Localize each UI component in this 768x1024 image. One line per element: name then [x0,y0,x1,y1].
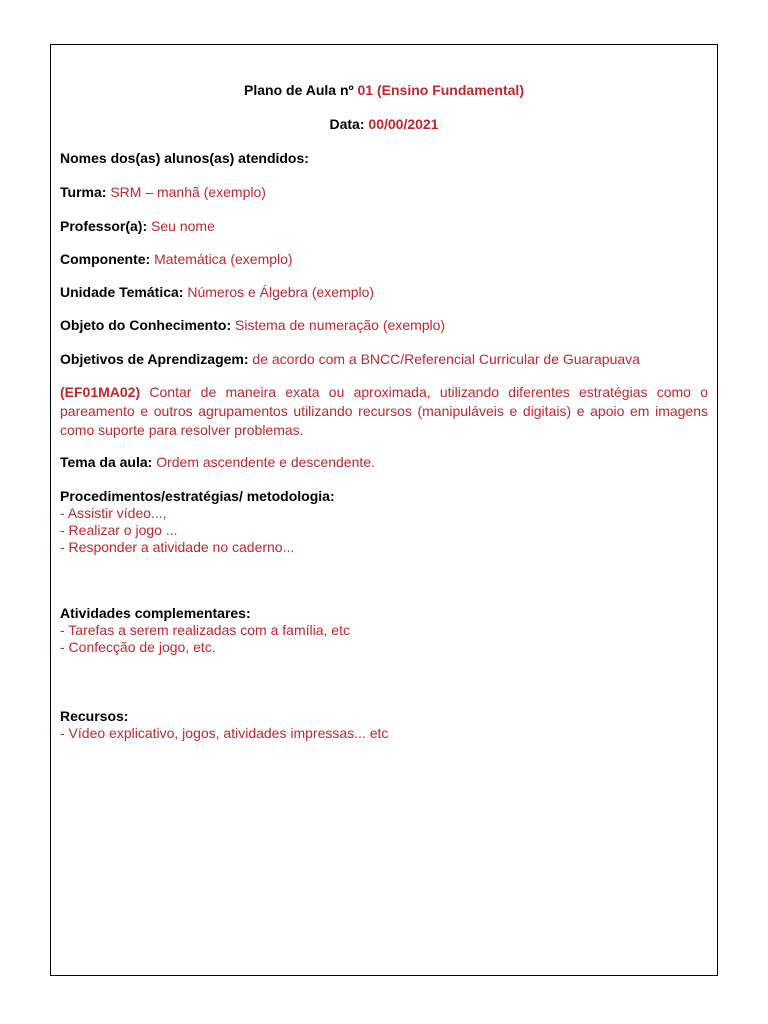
componente-label: Componente: [60,251,151,267]
date-value: 00/00/2021 [368,116,439,132]
unidade-field [60,284,374,301]
procedimentos-section [60,488,335,556]
skill-text: Contar de maneira exata ou aproximada, utilizando diferentes estratégias como o pareamento e outros agrupamentos utilizando recursos (manipuláveis e digitais) e apoio em imagens como suporte para resolver problemas. [60,384,708,438]
unidade-label: Unidade Temática: [60,284,184,300]
title-prefix: Plano de Aula nº [244,82,358,98]
objetivos-field [60,351,640,368]
objeto-label: Objeto do Conhecimento: [60,317,232,333]
list-item: - Assistir vídeo..., [60,505,167,521]
list-item: - Tarefas a serem realizadas com a família, etc [60,622,350,638]
date-label: Data: [329,116,369,132]
componente-value: Matemática (exemplo) [154,251,293,267]
objeto-value: Sistema de numeração (exemplo) [235,317,446,333]
tema-label: Tema da aula: [60,454,153,470]
objetivos-label: Objetivos de Aprendizagem: [60,351,249,367]
procedimentos-label: Procedimentos/estratégias/ metodologia: [60,488,335,504]
professor-label: Professor(a): [60,218,148,234]
skill-code: (EF01MA02) [60,384,141,400]
objetivos-value: de acordo com a BNCC/Referencial Curricular de Guarapuava [252,351,640,367]
list-item: - Realizar o jogo ... [60,522,178,538]
atividades-section [60,605,350,656]
page-frame [50,44,718,976]
recursos-section [60,708,388,742]
skill-paragraph [60,383,708,440]
tema-field [60,454,375,471]
date-line [60,116,708,133]
professor-value: Seu nome [151,218,215,234]
componente-field [60,251,293,268]
list-item: - Vídeo explicativo, jogos, atividades impressas... etc [60,725,389,741]
unidade-value: Números e Álgebra (exemplo) [187,284,375,300]
turma-field [60,184,266,201]
professor-field [60,218,215,235]
tema-value: Ordem ascendente e descendente. [156,454,375,470]
turma-value: SRM – manhã (exemplo) [110,184,266,200]
atividades-label: Atividades complementares: [60,605,251,621]
title-suffix: 01 (Ensino Fundamental) [357,82,524,98]
objeto-field [60,317,445,334]
recursos-label: Recursos: [60,708,129,724]
turma-label: Turma: [60,184,107,200]
students-field [60,150,309,167]
list-item: - Confecção de jogo, etc. [60,639,216,655]
list-item: - Responder a atividade no caderno... [60,539,295,555]
page-title [60,82,708,99]
students-label: Nomes dos(as) alunos(as) atendidos: [60,150,309,166]
